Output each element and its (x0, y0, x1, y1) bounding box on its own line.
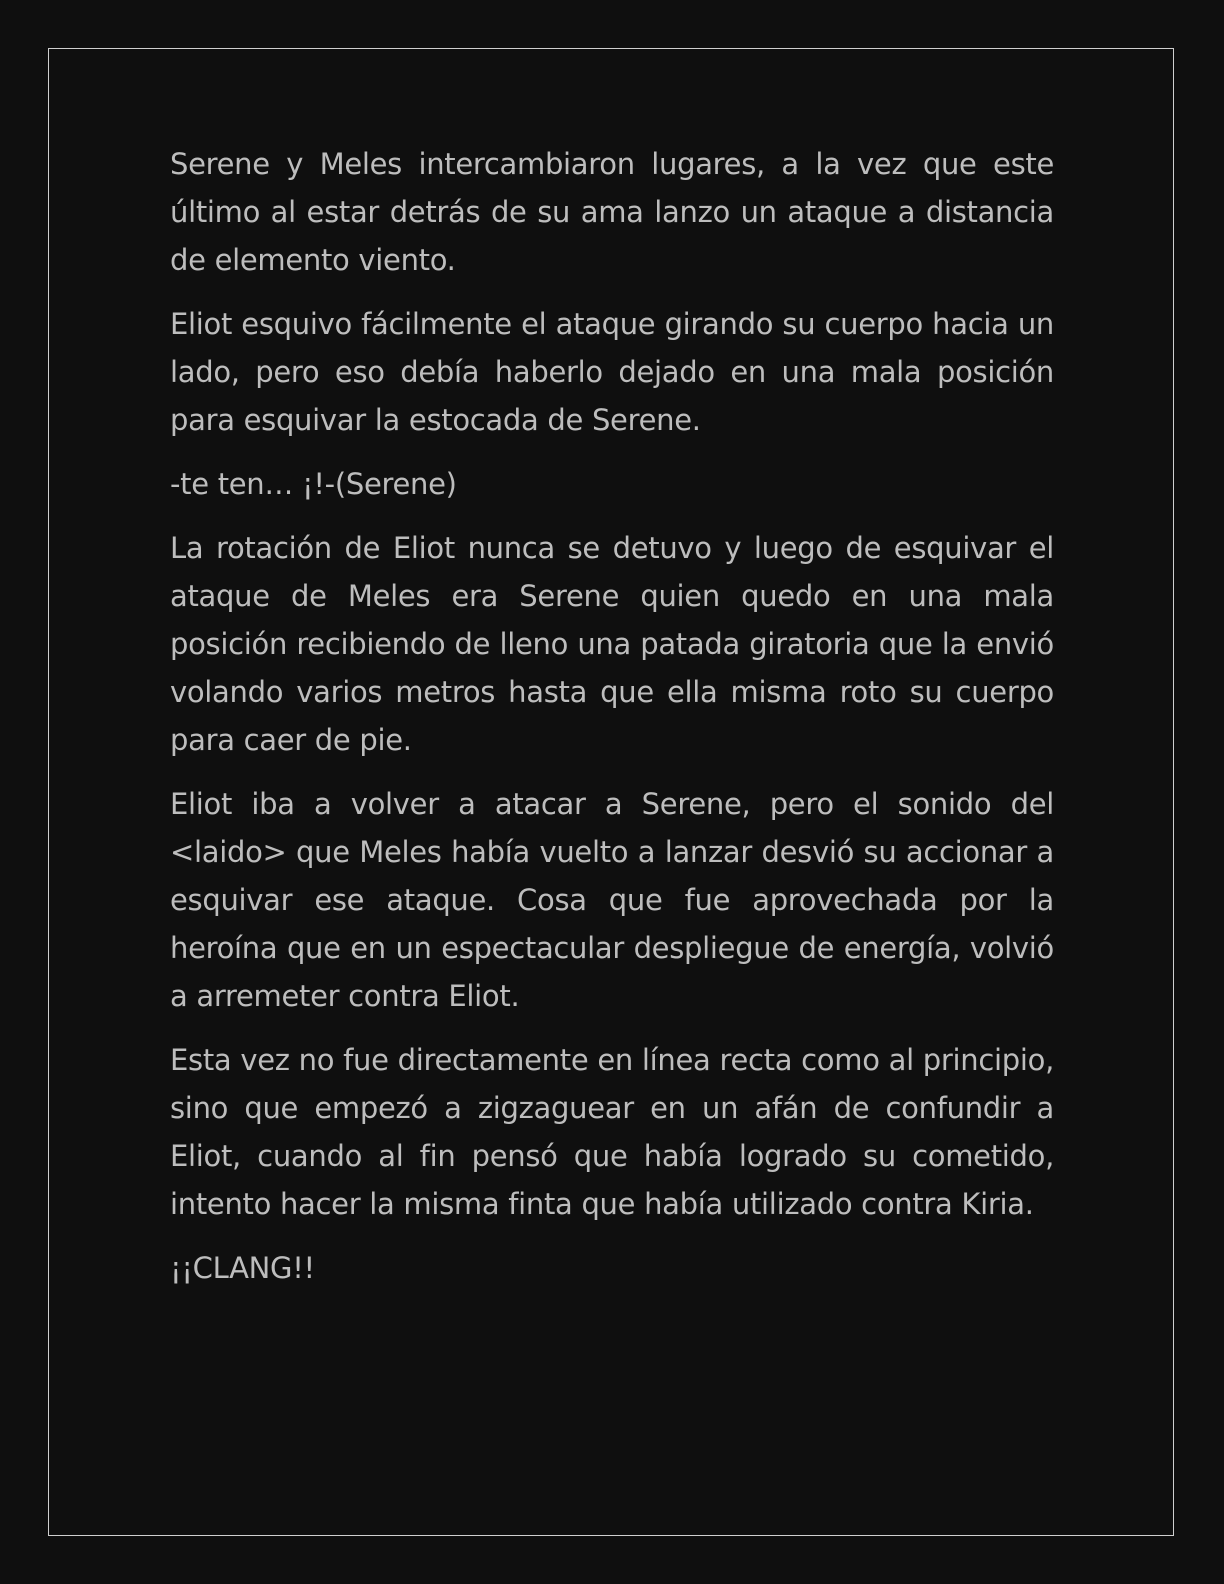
paragraph: La rotación de Eliot nunca se detuvo y luego de esquivar el ataque de Meles era Serene quien quedo en una mala posición recibiendo de lleno una patada giratoria que la envió volando varios metros hasta que ella misma roto su cuerpo para caer de pie. (170, 531, 1054, 757)
paragraph: Eliot iba a volver a atacar a Serene, pero el sonido del <laido> que Meles había vuelto a lanzar desvió su accionar a esquivar ese ataque. Cosa que fue aprovechada por la heroína que en un espectacular despliegue de energía, volvió a arremeter contra Eliot. (170, 787, 1054, 1013)
paragraph: Serene y Meles intercambiaron lugares, a la vez que este último al estar detrás de su ama lanzo un ataque a distancia de elemento viento. (170, 147, 1054, 277)
paragraph: Esta vez no fue directamente en línea recta como al principio, sino que empezó a zigzaguear en un afán de confundir a Eliot, cuando al fin pensó que había logrado su cometido, intento hacer la misma finta que había utilizado contra Kiria. (170, 1043, 1054, 1221)
document-body (170, 140, 1054, 1308)
sound-effect: ¡¡CLANG!! (170, 1251, 315, 1285)
dialogue-line: -te ten… ¡!-(Serene) (170, 467, 457, 501)
paragraph: Eliot esquivo fácilmente el ataque girando su cuerpo hacia un lado, pero eso debía haberlo dejado en una mala posición para esquivar la estocada de Serene. (170, 307, 1054, 437)
